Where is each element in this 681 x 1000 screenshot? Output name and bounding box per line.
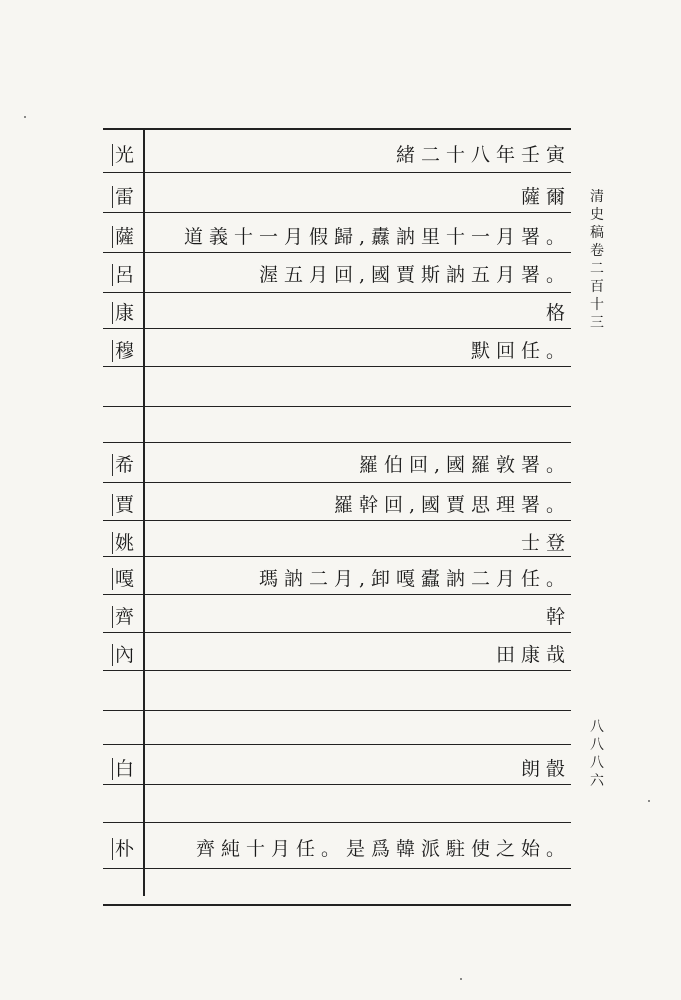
entry-row: 齊純十月任。是爲韓派駐使之始。 [195, 838, 571, 860]
row-rule [103, 406, 571, 407]
column-divider [143, 128, 145, 896]
page-number: 八八八六 [590, 719, 604, 789]
row-rule [103, 442, 571, 443]
entry-row: 默回任。 [470, 340, 571, 362]
entry-row: 幹 [545, 606, 571, 628]
left-char: 穆 [103, 336, 143, 363]
register-table [103, 128, 571, 908]
entry-row: 士登 [520, 532, 571, 554]
row-rule [103, 670, 571, 671]
entry-row: 薩爾 [520, 186, 571, 208]
entry-row: 道義十一月假歸,纛訥里十一月署。 [183, 226, 571, 248]
speck [460, 978, 462, 980]
row-rule [103, 822, 571, 823]
row-rule [103, 172, 571, 173]
row-rule [103, 366, 571, 367]
left-char: 齊 [103, 602, 143, 629]
left-char: 光 [103, 140, 143, 167]
left-char: 呂 [103, 260, 143, 287]
left-char: 賈 [103, 490, 143, 517]
row-rule [103, 868, 571, 869]
left-char: 嘎 [103, 564, 143, 591]
left-char: 朴 [103, 834, 143, 861]
speck [648, 800, 650, 802]
top-rule [103, 128, 571, 130]
entry-row: 羅幹回,國賈思理署。 [333, 494, 571, 516]
entry-row: 朗瞉 [520, 758, 571, 780]
row-rule [103, 744, 571, 745]
bottom-rule [103, 904, 571, 906]
left-char: 白 [103, 754, 143, 781]
left-char: 姚 [103, 528, 143, 555]
row-rule [103, 328, 571, 329]
left-char: 康 [103, 298, 143, 325]
entry-row: 緒二十八年壬寅 [395, 144, 571, 166]
row-rule [103, 482, 571, 483]
left-char: 雷 [103, 182, 143, 209]
entry-row: 瑪訥二月,卸嘎蠹訥二月任。 [258, 568, 571, 590]
row-rule [103, 292, 571, 293]
left-char: 薩 [103, 222, 143, 249]
row-rule [103, 556, 571, 557]
side-title: 清史稿卷二百十三 [590, 189, 604, 331]
row-rule [103, 520, 571, 521]
entry-row: 渥五月回,國賈斯訥五月署。 [258, 264, 571, 286]
row-rule [103, 212, 571, 213]
speck [24, 116, 26, 118]
entry-row: 田康哉 [495, 644, 571, 666]
row-rule [103, 784, 571, 785]
row-rule [103, 594, 571, 595]
row-rule [103, 252, 571, 253]
entry-row: 格 [545, 302, 571, 324]
row-rule [103, 710, 571, 711]
entry-row: 羅伯回,國羅敦署。 [358, 454, 571, 476]
row-rule [103, 632, 571, 633]
left-char: 希 [103, 450, 143, 477]
left-char: 內 [103, 640, 143, 667]
